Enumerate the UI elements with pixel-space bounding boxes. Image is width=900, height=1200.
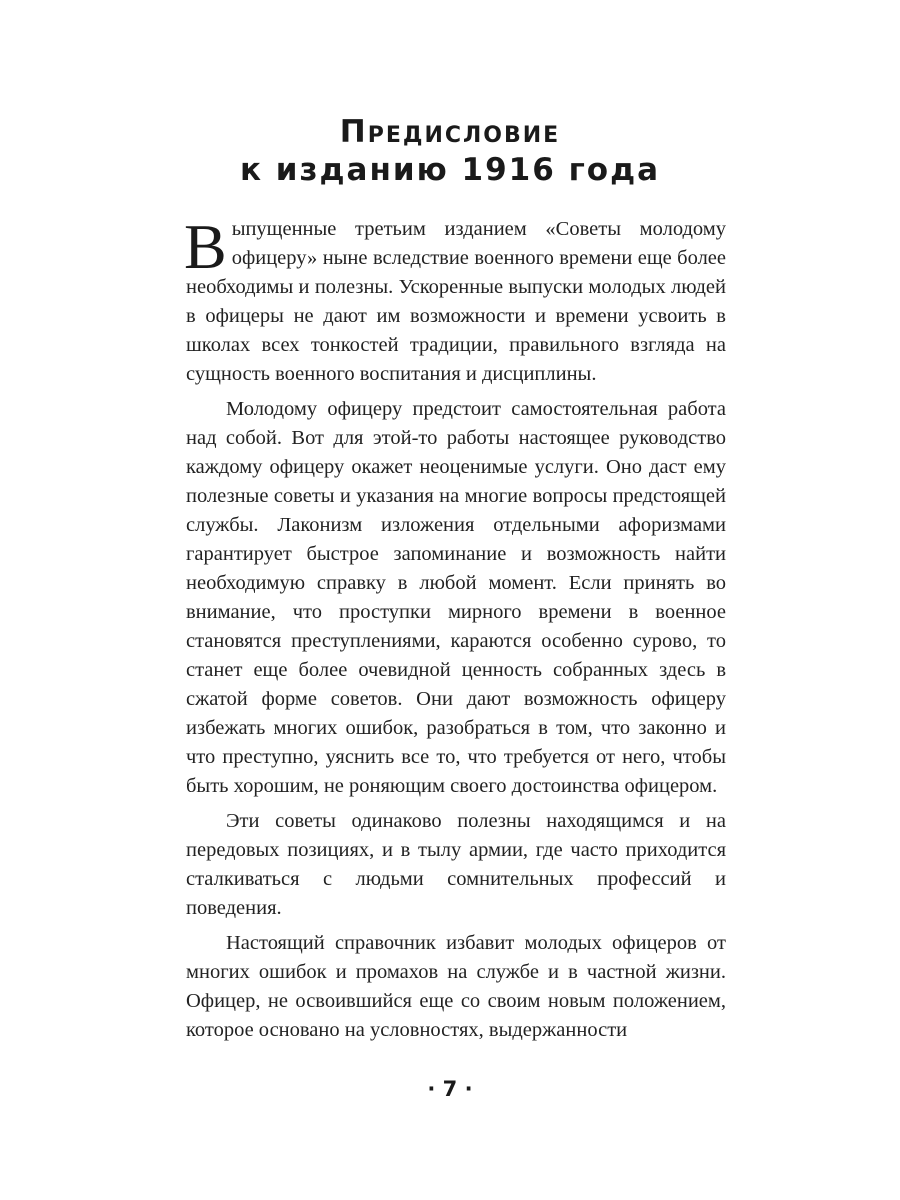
body-text — [184, 211, 726, 1045]
page-title-line-2: к изданию 1916 года — [239, 151, 661, 188]
page-number: · 7 · — [427, 1077, 473, 1101]
paragraph-3: Эти советы одинаково полезны находящимся и на передовых позициях, и в тылу армии, где часто приходится сталкиваться с людьми сомнительных профессий и поведения. — [186, 810, 726, 919]
page-title-line-1: Предисловие — [339, 113, 561, 150]
paragraph-2: Молодому офицеру предстоит самостоятельная работа над собой. Вот для этой-то работы настоящее руководство каждому офицеру окажет неоценимые услуги. Оно даст ему полезные советы и указания на многие вопросы предстоящей службы. Лаконизм изложения отдельными афоризмами гарантирует быстрое запоминание и возможность найти необходимую справку в любой момент. Если принять во внимание, что проступки мирного времени в военное становятся преступлениями, караются особенно сурово, то станет еще более очевидной ценность собранных здесь в сжатой форме советов. Они дают возможность офицеру избежать многих ошибок, разобраться в том, что законно и что преступно, уяснить все то, что требуется от него, чтобы быть хорошим, не роняющим своего достоинства офицером. — [186, 398, 726, 797]
page-title — [0, 113, 900, 189]
paragraph-4: Настоящий справочник избавит молодых офицеров от многих ошибок и промахов на службе и в частной жизни. Офицер, не освоившийся еще со своим новым положением, которое основано на условностях, выдержанности — [186, 932, 726, 1041]
drop-cap: В — [184, 211, 227, 282]
paragraph-1 — [184, 211, 726, 389]
paragraph-1-text: ыпущенные третьим изданием «Советы молодому офицеру» ныне вследствие военного времени еще более необходимы и полезны. Ускоренные выпуски молодых людей в офицеры не дают им возможности и времени усвоить в школах всех тонкостей традиции, правильного взгляда на сущность военного воспитания и дисциплины. — [186, 218, 726, 385]
